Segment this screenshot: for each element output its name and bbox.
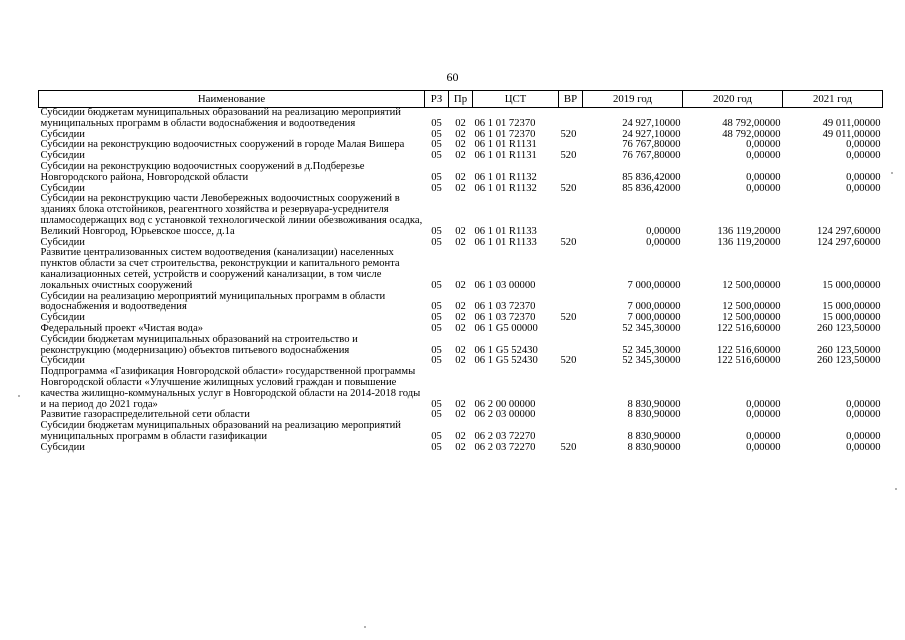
cell-cst: 06 1 01 R1132: [474, 182, 537, 194]
cell-cst: 06 1 01 72370: [474, 128, 536, 140]
cell-y2020: 122 516,60000: [716, 344, 781, 356]
cell-pr: 02: [455, 182, 466, 194]
cell-name: Субсидии на реконструкцию водоочистных сооружений в д.Подберезье Новгородского района, Новгородской области: [40, 160, 365, 183]
cell-name: Субсидии: [40, 182, 85, 194]
cell-y2019: 8 830,90000: [627, 441, 681, 453]
cell-rz: 05: [431, 441, 442, 453]
cell-pr: 02: [455, 430, 466, 442]
table-row: [39, 292, 883, 314]
cell-vr: 520: [560, 182, 577, 194]
scan-speck: [18, 395, 20, 397]
cell-y2019: 8 830,90000: [627, 430, 681, 442]
cell-vr: 520: [560, 128, 577, 140]
cell-vr: 520: [560, 312, 577, 324]
scan-speck: [891, 172, 893, 174]
table-row: [39, 421, 883, 443]
cell-cst: 06 1 03 72370: [474, 312, 536, 324]
cell-cst: 06 1 01 R1133: [474, 236, 537, 248]
cell-name: Субсидии бюджетам муниципальных образований на строительство и реконструкцию (модернизацию) объектов питьевого водоснабжения: [40, 333, 358, 356]
cell-name: Субсидии на реконструкцию водоочистных сооружений в городе Малая Вишера: [40, 139, 405, 151]
cell-rz: 05: [431, 182, 442, 194]
cell-y2020: 0,00000: [746, 182, 781, 194]
cell-vr: [559, 248, 583, 291]
cell-y2021: 124 297,60000: [816, 236, 881, 248]
cell-cst: 06 2 03 72270: [474, 441, 536, 453]
cell-name: Субсидии бюджетам муниципальных образований на реализацию мероприятий муниципальных программ в области газификации: [40, 420, 401, 442]
cell-rz: 05: [431, 430, 442, 442]
cell-pr: 02: [455, 139, 466, 151]
cell-name: Федеральный проект «Чистая вода»: [40, 322, 204, 334]
cell-y2020: 122 516,60000: [716, 322, 781, 334]
cell-y2019: 7 000,00000: [627, 279, 681, 291]
scan-speck: [895, 488, 897, 490]
cell-y2019: 85 836,42000: [622, 171, 681, 183]
cell-cst: 06 2 03 72270: [474, 430, 536, 442]
cell-cst: 06 1 01 72370: [474, 117, 536, 129]
cell-y2019: 8 830,90000: [627, 398, 681, 410]
budget-table: [38, 90, 883, 454]
cell-y2021: 260 123,50000: [816, 344, 881, 356]
header-rz: РЗ: [425, 91, 449, 108]
cell-y2020: 122 516,60000: [716, 355, 781, 367]
header-cst: ЦСТ: [473, 91, 559, 108]
cell-pr: 02: [455, 355, 466, 367]
cell-pr: 02: [455, 225, 466, 237]
cell-y2021: 124 297,60000: [816, 225, 881, 237]
cell-pr: 02: [455, 279, 466, 291]
header-vr: ВР: [559, 91, 583, 108]
cell-cst: 06 1 G5 52430: [474, 355, 538, 367]
cell-y2021: 0,00000: [846, 171, 881, 183]
cell-rz: 05: [431, 225, 442, 237]
table-body: [39, 108, 883, 454]
cell-y2020: 136 119,20000: [717, 225, 781, 237]
cell-vr: [559, 324, 583, 335]
cell-vr: [559, 108, 583, 130]
cell-y2021: 0,00000: [846, 430, 881, 442]
cell-vr: [559, 421, 583, 443]
cell-vr: 520: [560, 236, 577, 248]
cell-y2020: 0,00000: [746, 409, 781, 421]
cell-y2019: 0,00000: [646, 225, 681, 237]
cell-y2019: 24 927,10000: [622, 128, 681, 140]
cell-y2020: 48 792,00000: [722, 117, 781, 129]
cell-rz: 05: [431, 279, 442, 291]
cell-y2019: 85 836,42000: [622, 182, 681, 194]
cell-cst: 06 1 01 R1131: [474, 150, 537, 162]
cell-cst: 06 1 01 R1133: [474, 225, 537, 237]
cell-vr: [559, 194, 583, 237]
cell-pr: 02: [455, 171, 466, 183]
header-2021: 2021 год: [783, 91, 883, 108]
cell-rz: 05: [431, 139, 442, 151]
table-row: [39, 367, 883, 410]
cell-y2019: 0,00000: [646, 236, 681, 248]
cell-y2021: 15 000,00000: [822, 301, 881, 313]
cell-y2020: 0,00000: [746, 430, 781, 442]
cell-y2021: 15 000,00000: [822, 279, 881, 291]
cell-rz: 05: [431, 236, 442, 248]
cell-name: Субсидии: [40, 128, 85, 140]
header-pr: Пр: [449, 91, 473, 108]
cell-name: Субсидии на реализацию мероприятий муниципальных программ в области водоснабжения и водоотведения: [40, 290, 386, 313]
cell-pr: 02: [455, 150, 466, 162]
cell-cst: 06 1 01 R1131: [474, 139, 537, 151]
cell-pr: 02: [455, 117, 466, 129]
table-row: [39, 443, 883, 454]
cell-pr: 02: [455, 322, 466, 334]
cell-rz: 05: [431, 301, 442, 313]
cell-name: Субсидии бюджетам муниципальных образований на реализацию мероприятий муниципальных программ в области водоснабжения и водоотведения: [40, 107, 401, 129]
cell-rz: 05: [431, 312, 442, 324]
cell-vr: [559, 162, 583, 184]
cell-vr: 520: [560, 150, 577, 162]
cell-cst: 06 1 03 00000: [474, 279, 536, 291]
cell-y2019: 7 000,00000: [627, 301, 681, 313]
cell-vr: 520: [560, 355, 577, 367]
cell-y2021: 49 011,00000: [822, 117, 881, 129]
table-row: [39, 335, 883, 357]
cell-vr: [559, 410, 583, 421]
cell-pr: 02: [455, 344, 466, 356]
cell-name: Субсидии: [40, 441, 85, 453]
table-row: [39, 248, 883, 291]
cell-y2021: 15 000,00000: [822, 312, 881, 324]
cell-rz: 05: [431, 150, 442, 162]
cell-y2019: 52 345,30000: [622, 322, 681, 334]
cell-y2019: 7 000,00000: [627, 312, 681, 324]
cell-y2019: 76 767,80000: [622, 150, 681, 162]
cell-vr: [559, 335, 583, 357]
cell-y2019: 8 830,90000: [627, 409, 681, 421]
cell-rz: 05: [431, 355, 442, 367]
cell-cst: 06 2 00 00000: [474, 398, 536, 410]
table-row: [39, 108, 883, 130]
cell-name: Подпрограмма «Газификация Новгородской области» государственной программы Новгородской области «Улучшение жилищных условий граждан и повышение качества жилищно-коммунальных услуг в Новгородской области на 2014-2018 годы и на период до 2021 года»: [40, 366, 421, 410]
header-2020: 2020 год: [683, 91, 783, 108]
cell-name: Субсидии на реконструкцию части Левобережных водоочистных сооружений в зданиях блока отстойников, реагентного хозяйства и резервуара-усреднителя шламосодержащих вод с установкой технологической линии обезвоживания осадка, Великий Новгород, Юрьевское шоссе, д.1а: [40, 193, 423, 237]
cell-y2020: 0,00000: [746, 171, 781, 183]
page-number: 60: [446, 70, 459, 84]
cell-name: Развитие централизованных систем водоотведения (канализации) населенных пунктов области за счет строительства, реконструкции и капитального ремонта канализационных сетей, устройств и сооружений канализации, в том числе локальных очистных сооружений: [40, 247, 400, 291]
cell-cst: 06 1 G5 52430: [474, 344, 538, 356]
cell-rz: 05: [431, 344, 442, 356]
cell-y2019: 52 345,30000: [622, 344, 681, 356]
cell-y2019: 76 767,80000: [622, 139, 681, 151]
cell-y2019: 52 345,30000: [622, 355, 681, 367]
cell-y2020: 0,00000: [746, 150, 781, 162]
cell-vr: [559, 292, 583, 314]
scan-speck: [364, 626, 366, 628]
header-name: Наименование: [39, 91, 425, 108]
cell-pr: 02: [455, 128, 466, 140]
cell-y2021: 260 123,50000: [816, 355, 881, 367]
cell-rz: 05: [431, 409, 442, 421]
cell-y2021: 0,00000: [846, 139, 881, 151]
cell-y2020: 48 792,00000: [722, 128, 781, 140]
cell-pr: 02: [455, 236, 466, 248]
cell-y2020: 12 500,00000: [722, 312, 781, 324]
cell-pr: 02: [455, 441, 466, 453]
cell-vr: 520: [560, 441, 577, 453]
cell-y2021: 49 011,00000: [822, 128, 881, 140]
table-row: [39, 194, 883, 237]
cell-cst: 06 1 01 R1132: [474, 171, 537, 183]
cell-y2021: 0,00000: [846, 182, 881, 194]
cell-name: Субсидии: [40, 355, 85, 367]
cell-y2020: 0,00000: [746, 398, 781, 410]
cell-name: Развитие газораспределительной сети области: [40, 409, 250, 421]
cell-name: Субсидии: [40, 150, 85, 162]
cell-cst: 06 1 G5 00000: [474, 322, 538, 334]
cell-vr: [559, 367, 583, 410]
cell-name: Субсидии: [40, 312, 85, 324]
cell-rz: 05: [431, 128, 442, 140]
header-2019: 2019 год: [583, 91, 683, 108]
cell-pr: 02: [455, 398, 466, 410]
cell-cst: 06 2 03 00000: [474, 409, 536, 421]
cell-pr: 02: [455, 409, 466, 421]
cell-y2020: 0,00000: [746, 441, 781, 453]
cell-y2021: 0,00000: [846, 150, 881, 162]
cell-y2020: 12 500,00000: [722, 279, 781, 291]
cell-y2021: 260 123,50000: [816, 322, 881, 334]
cell-pr: 02: [455, 312, 466, 324]
cell-y2021: 0,00000: [846, 409, 881, 421]
cell-y2020: 0,00000: [746, 139, 781, 151]
cell-y2021: 0,00000: [846, 398, 881, 410]
cell-rz: 05: [431, 117, 442, 129]
cell-rz: 05: [431, 398, 442, 410]
table-header-row: [39, 91, 883, 108]
cell-y2019: 24 927,10000: [622, 117, 681, 129]
cell-name: Субсидии: [40, 236, 85, 248]
cell-rz: 05: [431, 171, 442, 183]
cell-pr: 02: [455, 301, 466, 313]
cell-cst: 06 1 03 72370: [474, 301, 536, 313]
table-row: [39, 162, 883, 184]
cell-y2021: 0,00000: [846, 441, 881, 453]
cell-y2020: 136 119,20000: [717, 236, 781, 248]
cell-y2020: 12 500,00000: [722, 301, 781, 313]
cell-rz: 05: [431, 322, 442, 334]
